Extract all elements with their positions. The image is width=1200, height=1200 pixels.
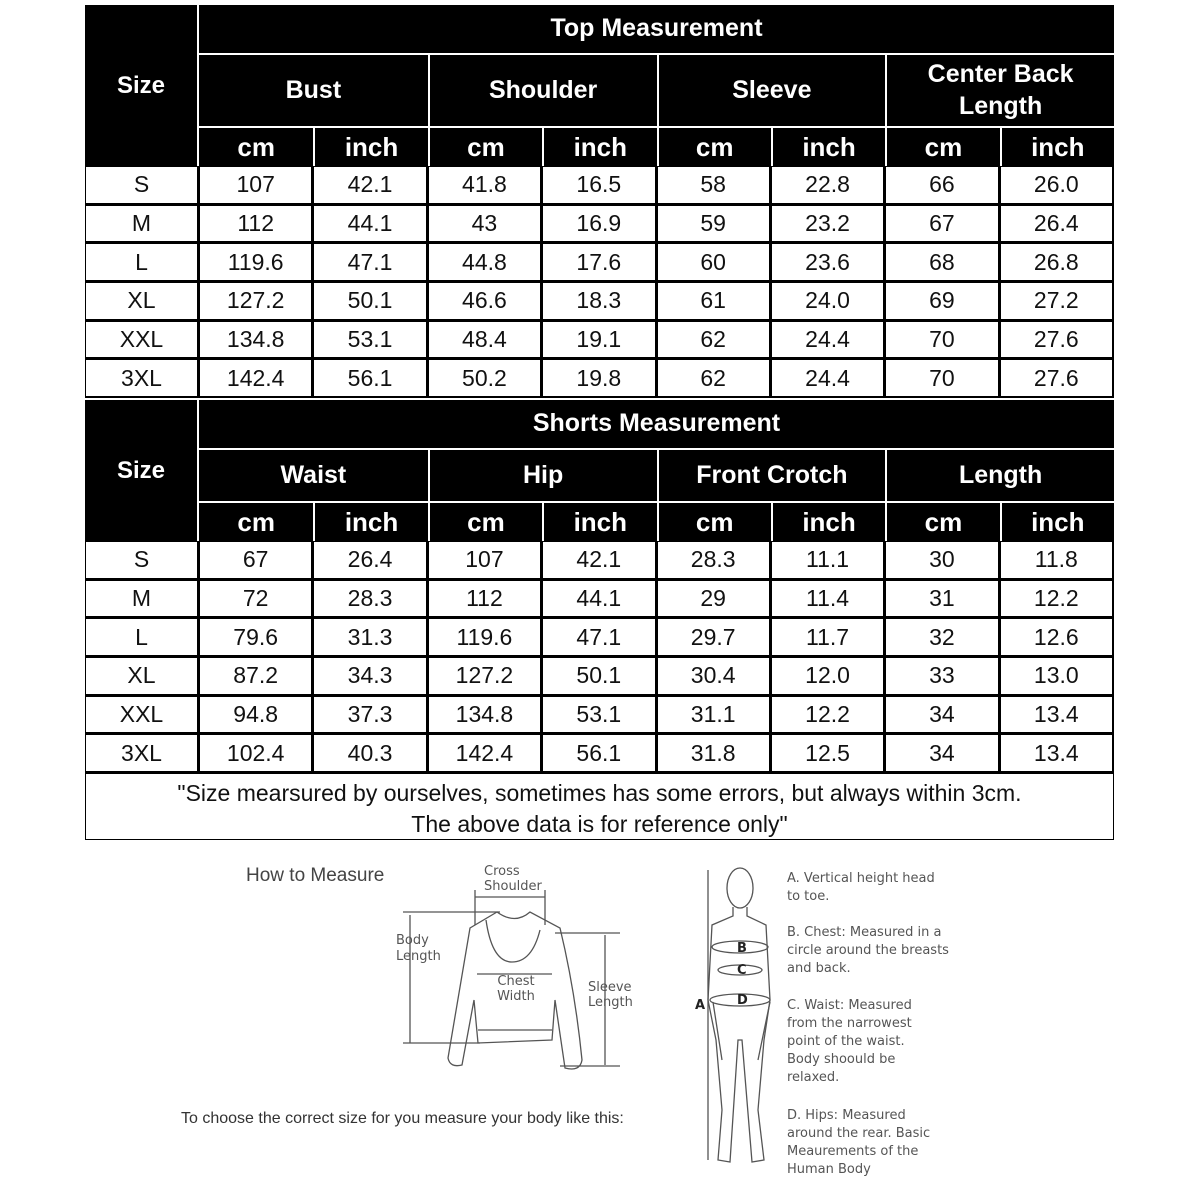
value-cell: 61 [657, 282, 770, 320]
chest-width-label: Chest Width [497, 974, 535, 1004]
value-cell: 31.8 [657, 734, 770, 772]
value-cell: 79.6 [199, 618, 312, 656]
table-title: Top Measurement [199, 5, 1114, 55]
unit-header: cm [199, 128, 313, 166]
value-cell: 26.0 [1000, 166, 1113, 204]
value-cell: 70 [885, 359, 998, 397]
size-cell: S [85, 166, 198, 204]
value-cell: 16.9 [542, 205, 655, 243]
top-measurement-table [85, 5, 1114, 398]
value-cell: 11.7 [771, 618, 884, 656]
value-cell: 27.2 [1000, 282, 1113, 320]
value-cell: 12.2 [771, 696, 884, 734]
unit-header: cm [885, 503, 999, 541]
note-line-1: "Size mearsured by ourselves, sometimes has some errors, but always within 3cm. [177, 780, 1022, 806]
group-header: Center Back Length [885, 55, 1114, 128]
value-cell: 16.5 [542, 166, 655, 204]
value-cell: 11.4 [771, 580, 884, 618]
value-cell: 23.6 [771, 243, 884, 281]
value-cell: 62 [657, 359, 770, 397]
value-cell: 87.2 [199, 657, 312, 695]
sleeve-length-label: Sleeve Length [588, 980, 633, 1010]
size-cell: S [85, 541, 198, 579]
value-cell: 24.4 [771, 321, 884, 359]
def-b: B. Chest: Measured in a circle around the breasts and back. [787, 925, 949, 976]
value-cell: 42.1 [542, 541, 655, 579]
value-cell: 32 [885, 618, 998, 656]
value-cell: 50.1 [313, 282, 426, 320]
value-cell: 58 [657, 166, 770, 204]
value-cell: 119.6 [428, 618, 541, 656]
value-cell: 53.1 [542, 696, 655, 734]
size-cell: XXL [85, 696, 198, 734]
group-header: Length [885, 450, 1114, 503]
value-cell: 18.3 [542, 282, 655, 320]
value-cell: 12.2 [1000, 580, 1113, 618]
value-cell: 42.1 [313, 166, 426, 204]
group-header: Front Crotch [657, 450, 886, 503]
group-header: Sleeve [657, 55, 886, 128]
value-cell: 46.6 [428, 282, 541, 320]
value-cell: 41.8 [428, 166, 541, 204]
unit-header: cm [885, 128, 999, 166]
value-cell: 142.4 [199, 359, 312, 397]
unit-header: inch [542, 128, 656, 166]
value-cell: 119.6 [199, 243, 312, 281]
size-cell: 3XL [85, 734, 198, 772]
value-cell: 43 [428, 205, 541, 243]
value-cell: 69 [885, 282, 998, 320]
marker-d: D [737, 993, 748, 1008]
size-cell: 3XL [85, 359, 198, 397]
value-cell: 59 [657, 205, 770, 243]
value-cell: 26.4 [1000, 205, 1113, 243]
value-cell: 26.8 [1000, 243, 1113, 281]
value-cell: 12.0 [771, 657, 884, 695]
note-line-2: The above data is for reference only" [411, 811, 788, 837]
unit-header: inch [771, 503, 885, 541]
value-cell: 27.6 [1000, 321, 1113, 359]
value-cell: 13.4 [1000, 696, 1113, 734]
value-cell: 134.8 [428, 696, 541, 734]
unit-header: inch [771, 128, 885, 166]
value-cell: 28.3 [313, 580, 426, 618]
value-cell: 19.1 [542, 321, 655, 359]
cross-shoulder-label: Cross Shoulder [484, 864, 542, 894]
how-to-measure-title: How to Measure [246, 865, 385, 886]
size-header: Size [85, 5, 199, 166]
value-cell: 13.4 [1000, 734, 1113, 772]
value-cell: 31.3 [313, 618, 426, 656]
size-cell: XXL [85, 321, 198, 359]
value-cell: 48.4 [428, 321, 541, 359]
value-cell: 53.1 [313, 321, 426, 359]
value-cell: 107 [199, 166, 312, 204]
value-cell: 134.8 [199, 321, 312, 359]
value-cell: 44.1 [542, 580, 655, 618]
unit-header: inch [1000, 503, 1114, 541]
value-cell: 50.2 [428, 359, 541, 397]
size-cell: M [85, 580, 198, 618]
unit-header: inch [542, 503, 656, 541]
value-cell: 33 [885, 657, 998, 695]
group-header: Shoulder [428, 55, 657, 128]
value-cell: 12.6 [1000, 618, 1113, 656]
group-header: Bust [199, 55, 428, 128]
unit-header: cm [199, 503, 313, 541]
marker-a: A [695, 998, 706, 1013]
value-cell: 112 [428, 580, 541, 618]
value-cell: 17.6 [542, 243, 655, 281]
unit-header: cm [428, 128, 542, 166]
value-cell: 56.1 [313, 359, 426, 397]
size-cell: XL [85, 282, 198, 320]
value-cell: 31.1 [657, 696, 770, 734]
value-cell: 47.1 [542, 618, 655, 656]
value-cell: 44.1 [313, 205, 426, 243]
value-cell: 94.8 [199, 696, 312, 734]
value-cell: 19.8 [542, 359, 655, 397]
choose-size-text: To choose the correct size for you measure your body like this: [181, 1110, 624, 1127]
value-cell: 112 [199, 205, 312, 243]
value-cell: 34.3 [313, 657, 426, 695]
def-a: A. Vertical height head to toe. [787, 871, 935, 904]
value-cell: 127.2 [199, 282, 312, 320]
def-d: D. Hips: Measured around the rear. Basic Meaurements of the Human Body [787, 1108, 931, 1177]
value-cell: 34 [885, 734, 998, 772]
value-cell: 60 [657, 243, 770, 281]
marker-b: B [737, 941, 747, 956]
value-cell: 47.1 [313, 243, 426, 281]
value-cell: 30 [885, 541, 998, 579]
unit-header: cm [657, 128, 771, 166]
value-cell: 72 [199, 580, 312, 618]
size-header: Size [85, 400, 199, 541]
value-cell: 34 [885, 696, 998, 734]
value-cell: 50.1 [542, 657, 655, 695]
value-cell: 11.1 [771, 541, 884, 579]
value-cell: 30.4 [657, 657, 770, 695]
value-cell: 31 [885, 580, 998, 618]
def-c: C. Waist: Measured from the narrowest point of the waist. Body shoould be relaxed. [787, 998, 912, 1085]
value-cell: 29 [657, 580, 770, 618]
size-cell: L [85, 243, 198, 281]
value-cell: 70 [885, 321, 998, 359]
value-cell: 40.3 [313, 734, 426, 772]
value-cell: 12.5 [771, 734, 884, 772]
value-cell: 37.3 [313, 696, 426, 734]
value-cell: 62 [657, 321, 770, 359]
value-cell: 44.8 [428, 243, 541, 281]
size-cell: L [85, 618, 198, 656]
value-cell: 67 [199, 541, 312, 579]
value-cell: 127.2 [428, 657, 541, 695]
value-cell: 66 [885, 166, 998, 204]
value-cell: 29.7 [657, 618, 770, 656]
group-header: Waist [199, 450, 428, 503]
size-cell: M [85, 205, 198, 243]
value-cell: 13.0 [1000, 657, 1113, 695]
value-cell: 24.0 [771, 282, 884, 320]
value-cell: 11.8 [1000, 541, 1113, 579]
value-cell: 142.4 [428, 734, 541, 772]
value-cell: 28.3 [657, 541, 770, 579]
group-header: Hip [428, 450, 657, 503]
value-cell: 67 [885, 205, 998, 243]
marker-c: C [737, 963, 747, 978]
disclaimer-note [85, 773, 1114, 840]
value-cell: 102.4 [199, 734, 312, 772]
unit-header: cm [657, 503, 771, 541]
table-title: Shorts Measurement [199, 400, 1114, 450]
unit-header: inch [313, 128, 427, 166]
value-cell: 22.8 [771, 166, 884, 204]
unit-header: inch [1000, 128, 1114, 166]
unit-header: cm [428, 503, 542, 541]
shorts-measurement-table [85, 400, 1114, 773]
value-cell: 68 [885, 243, 998, 281]
value-cell: 107 [428, 541, 541, 579]
unit-header: inch [313, 503, 427, 541]
value-cell: 27.6 [1000, 359, 1113, 397]
value-cell: 24.4 [771, 359, 884, 397]
value-cell: 56.1 [542, 734, 655, 772]
body-length-label: Body Length [396, 933, 441, 964]
value-cell: 26.4 [313, 541, 426, 579]
size-cell: XL [85, 657, 198, 695]
value-cell: 23.2 [771, 205, 884, 243]
